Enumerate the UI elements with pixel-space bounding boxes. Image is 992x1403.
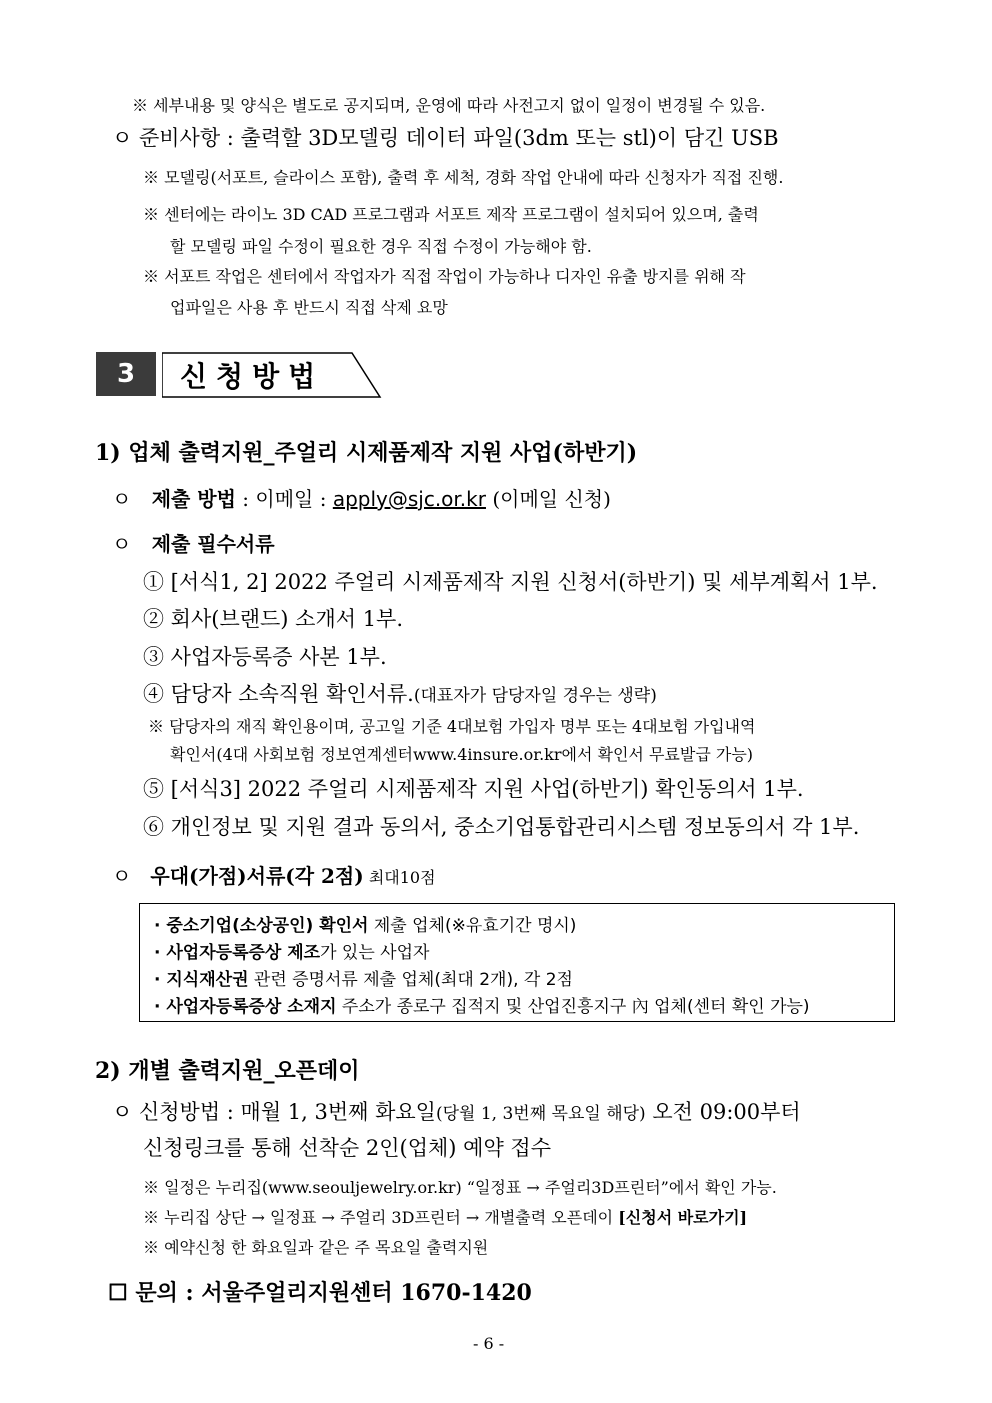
doc-item-6: ⑥ 개인정보 및 지원 결과 동의서, 중소기업통합관리시스템 정보동의서 각 1부.: [143, 815, 860, 839]
bonus-item: · 사업자등록증상 제조가 있는 사업자: [154, 943, 430, 963]
doc-item-2: ② 회사(브랜드) 소개서 1부.: [143, 607, 404, 631]
part2-heading: 2) 개별 출력지원_오픈데이: [95, 1058, 360, 1084]
bonus-item: · 지식재산권 관련 증명서류 제출 업체(최대 2개), 각 2점: [154, 970, 573, 990]
bonus-item: · 중소기업(소상공인) 확인서 제출 업체(※유효기간 명시): [154, 916, 577, 936]
prep-note-support-a: ※ 서포트 작업은 센터에서 작업자가 직접 작업이 가능하나 디자인 유출 방지를 위해 작: [143, 267, 746, 286]
part1-heading: 1) 업체 출력지원_주얼리 시제품제작 지원 사업(하반기): [95, 440, 638, 466]
bonus-item: · 사업자등록증상 소재지 주소가 종로구 집적지 및 산업진흥지구 內 업체(센터 확인 가능): [154, 997, 810, 1017]
doc-item-5: ⑤ [서식3] 2022 주얼리 시제품제작 지원 사업(하반기) 확인동의서 1부.: [143, 777, 804, 801]
submit-method-label: 제출 방법: [151, 487, 236, 511]
bullet: ㅇ: [112, 487, 132, 511]
doc-item-3: ③ 사업자등록증 사본 1부.: [143, 645, 387, 669]
schedule-change-note: ※ 세부내용 및 양식은 별도로 공지되며, 운영에 따라 사전고지 없이 일정이 변경될 수 있음.: [132, 96, 766, 115]
doc-item-4-note-b: 확인서(4대 사회보험 정보연계센터www.4insure.or.kr에서 확인서 무료발급 가능): [170, 745, 754, 764]
submit-method-suffix: (이메일 신청): [485, 487, 611, 511]
prep-note-support-b: 업파일은 사용 후 반드시 직접 삭제 요망: [170, 298, 448, 317]
page-number: - 6 -: [473, 1334, 505, 1353]
doc-item-4: [143, 678, 657, 708]
submit-method-row: [112, 483, 611, 512]
prep-note-software-a: ※ 센터에는 라이노 3D CAD 프로그램과 서포트 제작 프로그램이 설치되어 있으며, 출력: [143, 205, 759, 224]
section-number: 3: [96, 352, 156, 396]
prep-note-modeling: ※ 모델링(서포트, 슬라이스 포함), 출력 후 세척, 경화 작업 안내에 따라 신청자가 직접 진행.: [143, 168, 784, 187]
bonus-max-score: 최대10점: [368, 868, 436, 887]
submit-method-separator: : 이메일 :: [235, 487, 333, 511]
bonus-criteria-box: [139, 903, 895, 1022]
contact-line: ☐ 문의 : 서울주얼리지원센터 1670-1420: [108, 1280, 532, 1306]
open-day-apply-line-b: 신청링크를 통해 선착순 2인(업체) 예약 접수: [143, 1136, 551, 1160]
bonus-docs-row: [112, 860, 436, 889]
submit-email-link[interactable]: apply@sjc.or.kr: [332, 487, 486, 511]
open-day-note-path: ※ 누리집 상단 → 일정표 → 주얼리 3D프린터 → 개별출력 오픈데이 [신청서 바로가기]: [143, 1208, 748, 1227]
open-day-note-schedule: ※ 일정은 누리집(www.seouljewelry.or.kr) “일정표 → 주얼리3D프린터”에서 확인 가능.: [143, 1178, 777, 1197]
doc-item-4-note-a: ※ 담당자의 재직 확인용이며, 공고일 기준 4대보험 가입자 명부 또는 4대보험 가입내역: [148, 717, 756, 736]
doc-item-1: ① [서식1, 2] 2022 주얼리 시제품제작 지원 신청서(하반기) 및 세부계획서 1부.: [143, 570, 878, 594]
bullet: ㅇ: [112, 532, 132, 556]
doc-item-4-paren: (대표자가 담당자일 경우는 생략): [413, 686, 657, 706]
apply-form-shortcut-link[interactable]: [신청서 바로가기]: [618, 1208, 748, 1227]
open-day-note-thursday: ※ 예약신청 한 화요일과 같은 주 목요일 출력지원: [143, 1238, 489, 1257]
bullet: ㅇ: [112, 864, 132, 888]
open-day-apply-line-a: ㅇ 신청방법 : 매월 1, 3번째 화요일(당월 1, 3번째 목요일 해당) 오전 09:00부터: [112, 1100, 801, 1124]
section-title: 신청방법: [180, 360, 325, 393]
required-docs-row: [112, 528, 275, 557]
prep-note-software-b: 할 모델링 파일 수정이 필요한 경우 직접 수정이 가능해야 함.: [170, 237, 592, 256]
required-docs-label: 제출 필수서류: [151, 532, 275, 556]
prep-requirements: ㅇ 준비사항 : 출력할 3D모델링 데이터 파일(3dm 또는 stl)이 담긴 USB: [112, 126, 779, 150]
doc-item-4-main: ④ 담당자 소속직원 확인서류.: [143, 682, 414, 706]
bonus-docs-label: 우대(가점)서류(각 2점): [150, 864, 364, 888]
